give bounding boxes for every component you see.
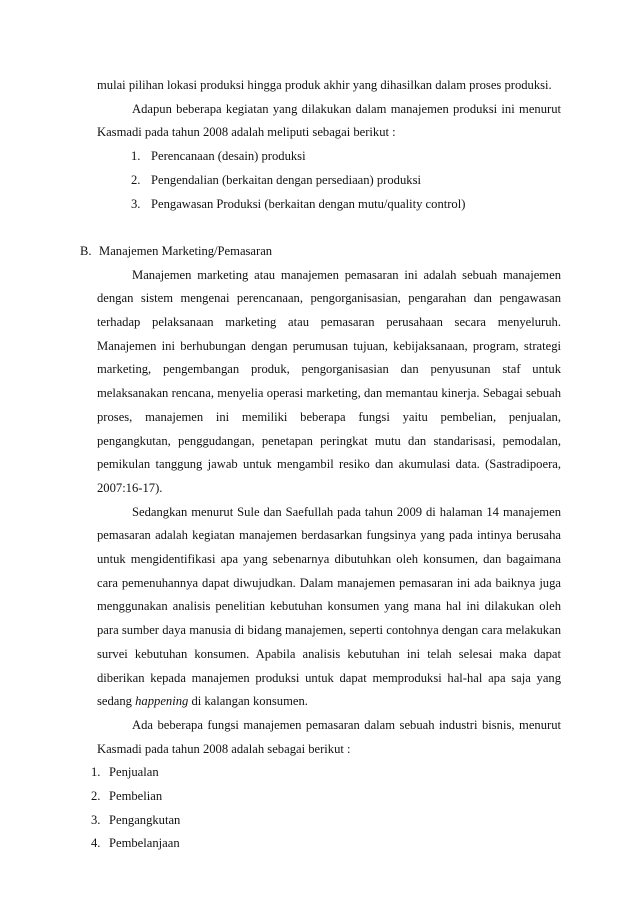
list-number: 1. [91, 765, 101, 780]
paragraph-marketing-definition: Manajemen marketing atau manajemen pemasaran ini adalah sebuah manajemen dengan sistem mengenai perencanaan, pengorganisasian, pengarahan dan pengawasan terhadap pelaksanaan marketing atau pemasaran perusahaan secara menyeluruh. Manajemen ini berhubungan dengan perumusan tujuan, kebijaksanaan, program, strategi marketing, pengembangan produk, pengorganisasian dan penyusunan staf untuk melaksanakan rencana, menyelia operasi marketing, dan memantau kinerja. Sebagai sebuah proses, manajemen ini memiliki beberapa fungsi yaitu pembelian, penjualan, pengangkutan, penggudangan, penetapan peringkat mutu dan standarisasi, pemodalan, pemikulan tanggung jawab untuk mengambil resiko dan akumulasi data. (Sastradipoera, 2007:16-17). [97, 267, 561, 495]
paragraph-sule-saefullah [97, 501, 561, 714]
paragraph-functions-intro: Ada beberapa fungsi manajemen pemasaran dalam sebuah industri bisnis, menurut Kasmadi pada tahun 2008 adalah sebagai berikut : [97, 717, 561, 756]
italic-term: happening [135, 694, 189, 709]
document-body [80, 74, 561, 856]
section-heading-b [80, 240, 561, 264]
list-text: Penjualan [109, 765, 159, 780]
list-item [91, 809, 561, 833]
list-number: 2. [91, 789, 101, 804]
list-text: Pembelanjaan [109, 836, 180, 851]
list-text: Pembelian [109, 789, 163, 804]
list-number: 4. [91, 836, 101, 851]
paragraph-continuation: mulai pilihan lokasi produksi hingga produk akhir yang dihasilkan dalam proses produksi. [97, 78, 552, 92]
section-title: Manajemen Marketing/Pemasaran [99, 243, 273, 258]
list-item [91, 832, 561, 856]
list-number: 3. [131, 196, 141, 211]
list-number: 2. [131, 172, 141, 187]
list-text: Pengendalian (berkaitan dengan persediaan) produksi [151, 172, 421, 187]
list-item [97, 169, 561, 193]
list-text: Perencanaan (desain) produksi [151, 149, 306, 164]
list-text: Pengawasan Produksi (berkaitan dengan mutu/quality control) [151, 196, 466, 211]
list-number: 1. [131, 149, 141, 164]
section-letter: B. [80, 243, 92, 258]
list-item [91, 785, 561, 809]
list-item [97, 145, 561, 169]
list-number: 3. [91, 812, 101, 827]
paragraph-text: di kalangan konsumen. [188, 694, 308, 709]
list-text: Pengangkutan [109, 812, 181, 827]
paragraph-text: Sedangkan menurut Sule dan Saefullah pada tahun 2009 di halaman 14 manajemen pemasaran adalah kegiatan manajemen berdasarkan fungsinya yang pada intinya berusaha untuk mengidentifikasi apa yang sebenarnya dibutuhkan oleh konsumen, dan bagaimana cara pemenuhannya dapat diwujudkan. Dalam manajemen pemasaran ini ada baiknya juga menggunakan analisis penelitian kebutuhan konsumen yang mana hal ini dilakukan oleh para sumber daya manusia di bidang manajemen, seperti contohnya dengan cara melakukan survei kebutuhan konsumen. Apabila analisis kebutuhan ini telah selesai maka dapat diberikan kepada manajemen produksi untuk dapat memproduksi hal-hal apa saja yang sedang [97, 504, 561, 709]
marketing-functions-list [91, 761, 561, 856]
production-activity-list [97, 145, 561, 216]
paragraph-production-intro: Adapun beberapa kegiatan yang dilakukan dalam manajemen produksi ini menurut Kasmadi pada tahun 2008 adalah meliputi sebagai berikut : [97, 101, 561, 140]
list-item [97, 193, 561, 217]
list-item [91, 761, 561, 785]
